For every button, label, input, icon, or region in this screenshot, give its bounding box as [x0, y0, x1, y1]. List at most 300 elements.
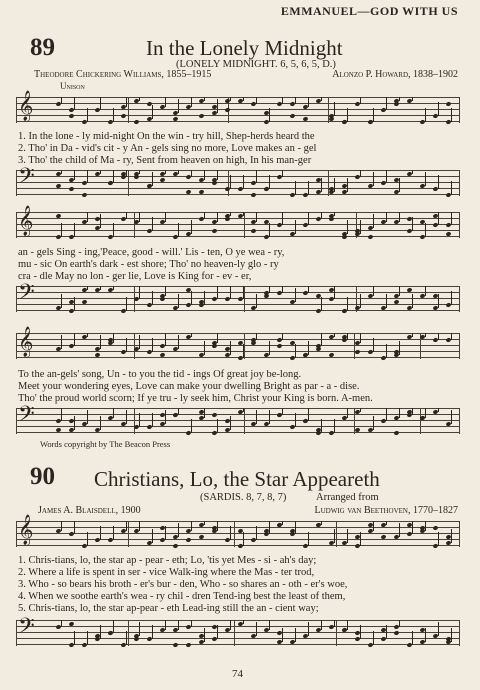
- note-stem: [139, 170, 140, 174]
- note-stem: [269, 410, 270, 424]
- note-stem: [217, 333, 218, 343]
- note-stem: [74, 416, 75, 430]
- note-stem: [399, 523, 400, 537]
- lyric-line: Tho' the proud world scorn; If ye tru - ly seek him, Christ your King is born. A-men.: [18, 393, 373, 404]
- note-stem: [399, 408, 400, 418]
- notehead: [185, 642, 191, 647]
- hymn-title: In the Lonely Midnight: [146, 36, 343, 60]
- treble-staff: [16, 91, 460, 123]
- note-stem: [113, 286, 114, 290]
- note-stem: [269, 175, 270, 189]
- note-stem: [425, 172, 426, 186]
- note-stem: [87, 410, 88, 424]
- notehead: [55, 183, 61, 188]
- note-stem: [373, 521, 374, 531]
- notehead: [250, 228, 256, 233]
- note-stem: [373, 338, 374, 352]
- note-stem: [191, 220, 192, 234]
- arranged-note: Arranged from: [316, 492, 379, 503]
- note-stem: [269, 108, 270, 122]
- treble-clef-icon: 𝄞: [18, 91, 34, 120]
- note-stem: [126, 631, 127, 645]
- note-stem: [412, 97, 413, 101]
- note-stem: [347, 297, 348, 311]
- notehead: [68, 186, 74, 191]
- note-stem: [308, 408, 309, 421]
- note-stem: [438, 622, 439, 636]
- note-stem: [295, 220, 296, 234]
- note-stem: [334, 102, 335, 116]
- note-stem: [282, 408, 283, 415]
- notehead: [55, 427, 61, 432]
- note-stem: [87, 532, 88, 546]
- note-stem: [451, 628, 452, 642]
- note-stem: [126, 521, 127, 531]
- note-stem: [438, 212, 439, 225]
- treble-clef-icon: 𝄞: [18, 327, 34, 356]
- note-stem: [230, 620, 231, 630]
- note-group: [50, 620, 452, 646]
- lyric-line: 4. When we soothe earth's wea - ry chil - dren Tend-ing best the least of them,: [18, 591, 346, 602]
- note-stem: [412, 170, 413, 174]
- note-stem: [360, 408, 361, 412]
- note-stem: [139, 335, 140, 349]
- note-stem: [113, 620, 114, 633]
- note-stem: [386, 521, 387, 525]
- note-stem: [100, 286, 101, 290]
- note-stem: [334, 529, 335, 543]
- note-stem: [282, 333, 283, 340]
- note-stem: [74, 297, 75, 311]
- notehead: [341, 627, 347, 632]
- notehead: [302, 116, 308, 121]
- note-stem: [74, 170, 75, 180]
- note-stem: [334, 333, 335, 337]
- note-stem: [347, 620, 348, 630]
- note-stem: [295, 521, 296, 534]
- note-stem: [87, 286, 88, 290]
- note-stem: [204, 291, 205, 305]
- notehead: [367, 119, 373, 124]
- notehead: [393, 430, 399, 435]
- copyright-note: Words copyright by The Beacon Press: [40, 439, 171, 449]
- note-stem: [100, 335, 101, 349]
- notehead: [250, 340, 256, 345]
- note-stem: [321, 333, 322, 346]
- bass-clef-icon: 𝄢: [18, 402, 35, 431]
- note-stem: [178, 620, 179, 630]
- notehead: [367, 234, 373, 239]
- lyric-line: cra - dle May no lon - ger lie, Love is King for - ev - er,: [18, 271, 252, 282]
- bass-clef-icon: 𝄢: [18, 614, 35, 643]
- note-stem: [451, 333, 452, 340]
- bass-clef-icon: 𝄢: [18, 164, 35, 193]
- note-stem: [61, 170, 62, 174]
- note-stem: [269, 521, 270, 534]
- note-stem: [360, 97, 361, 104]
- lyric-line: Meet your wondering eyes, Love can make your dwelling Bright as par - a - dise.: [18, 381, 360, 392]
- note-group: [50, 212, 452, 238]
- lyric-line: 3. Tho' the child of Ma - ry, Sent from heaven on high, In his man-ger: [18, 155, 312, 166]
- note-stem: [321, 212, 322, 219]
- note-stem: [438, 102, 439, 116]
- note-stem: [152, 105, 153, 119]
- note-stem: [191, 521, 192, 531]
- note-stem: [74, 521, 75, 534]
- note-stem: [295, 181, 296, 195]
- notehead: [172, 642, 178, 647]
- notehead: [146, 183, 152, 188]
- note-stem: [243, 212, 244, 216]
- note-stem: [334, 212, 335, 216]
- note-stem: [152, 625, 153, 639]
- note-stem: [113, 108, 114, 122]
- notehead: [315, 522, 321, 527]
- notehead: [133, 636, 139, 641]
- note-stem: [347, 220, 348, 234]
- note-stem: [438, 408, 439, 412]
- note-stem: [152, 338, 153, 352]
- note-stem: [217, 170, 218, 180]
- note-stem: [191, 97, 192, 107]
- note-stem: [425, 333, 426, 337]
- note-stem: [191, 170, 192, 177]
- note-stem: [347, 408, 348, 418]
- note-stem: [230, 416, 231, 430]
- notehead: [211, 343, 217, 348]
- note-stem: [425, 223, 426, 237]
- note-stem: [282, 286, 283, 293]
- notehead: [198, 189, 204, 194]
- note-stem: [191, 333, 192, 337]
- note-stem: [165, 620, 166, 630]
- note-stem: [100, 625, 101, 639]
- note-stem: [165, 170, 166, 174]
- note-stem: [360, 532, 361, 546]
- note-stem: [451, 212, 452, 225]
- note-stem: [256, 97, 257, 104]
- note-stem: [243, 344, 244, 358]
- note-stem: [178, 170, 179, 174]
- note-stem: [139, 212, 140, 222]
- notehead: [276, 412, 282, 417]
- note-stem: [243, 620, 244, 624]
- note-stem: [204, 97, 205, 101]
- note-stem: [451, 181, 452, 195]
- lyric-line: 1. Chris-tians, lo, the star ap - pear - eth; Lo, 'tis yet Mes - si - ah's day;: [18, 555, 317, 566]
- note-stem: [282, 97, 283, 104]
- note-stem: [256, 170, 257, 183]
- note-stem: [126, 410, 127, 424]
- lyric-line: 2. Tho' in Da - vid's cit - y An - gels sing no more, Love makes an - gel: [18, 143, 317, 154]
- notehead: [406, 287, 412, 292]
- note-stem: [139, 622, 140, 636]
- note-stem: [165, 333, 166, 346]
- note-stem: [399, 286, 400, 296]
- note-stem: [308, 212, 309, 225]
- treble-staff: [16, 327, 460, 359]
- notehead: [354, 349, 360, 354]
- note-stem: [87, 333, 88, 337]
- note-stem: [399, 97, 400, 101]
- note-stem: [334, 178, 335, 192]
- notehead: [224, 216, 230, 221]
- note-stem: [191, 419, 192, 433]
- note-stem: [178, 294, 179, 308]
- note-stem: [386, 408, 387, 421]
- note-stem: [61, 335, 62, 349]
- note-stem: [100, 97, 101, 110]
- note-stem: [100, 170, 101, 174]
- note-stem: [87, 108, 88, 122]
- note-stem: [113, 170, 114, 183]
- note-group: [50, 521, 452, 547]
- notehead: [263, 293, 269, 298]
- notehead: [302, 418, 308, 423]
- note-stem: [217, 521, 218, 531]
- notehead: [68, 621, 74, 626]
- note-stem: [360, 294, 361, 308]
- running-header: EMMANUEL—GOD WITH US: [280, 4, 458, 18]
- treble-staff: [16, 206, 460, 238]
- notehead: [133, 174, 139, 179]
- note-stem: [178, 408, 179, 415]
- lyric-line: 1. In the lone - ly mid-night On the win - try hill, Shep-herds heard the: [18, 131, 315, 142]
- note-stem: [61, 294, 62, 308]
- note-stem: [386, 294, 387, 308]
- note-stem: [386, 212, 387, 222]
- notehead: [81, 299, 87, 304]
- note-stem: [61, 223, 62, 237]
- notehead: [263, 186, 269, 191]
- notehead: [445, 101, 451, 106]
- notehead: [354, 427, 360, 432]
- note-stem: [269, 341, 270, 355]
- note-stem: [126, 297, 127, 311]
- notehead: [185, 537, 191, 542]
- note-stem: [204, 341, 205, 355]
- note-stem: [230, 526, 231, 540]
- note-stem: [204, 521, 205, 525]
- note-stem: [152, 291, 153, 305]
- note-stem: [373, 631, 374, 645]
- bass-staff: [16, 614, 460, 646]
- note-stem: [113, 526, 114, 540]
- note-stem: [113, 333, 114, 343]
- notehead: [107, 630, 113, 635]
- note-stem: [308, 532, 309, 546]
- notehead: [393, 101, 399, 106]
- note-stem: [386, 97, 387, 110]
- note-stem: [217, 419, 218, 433]
- note-stem: [243, 286, 244, 299]
- note-stem: [425, 286, 426, 296]
- note-stem: [243, 532, 244, 546]
- note-stem: [191, 620, 192, 627]
- note-group: [50, 408, 452, 434]
- notehead: [276, 343, 282, 348]
- note-stem: [152, 172, 153, 186]
- note-stem: [282, 170, 283, 177]
- note-stem: [87, 631, 88, 645]
- note-stem: [61, 620, 62, 627]
- note-stem: [126, 338, 127, 352]
- notehead: [419, 415, 425, 420]
- composer-credit: Alonzo P. Howard, 1838–1902: [332, 69, 458, 80]
- notehead: [172, 543, 178, 548]
- note-stem: [451, 291, 452, 305]
- notehead: [211, 180, 217, 185]
- note-stem: [386, 625, 387, 639]
- note-stem: [61, 97, 62, 104]
- notehead: [341, 234, 347, 239]
- note-stem: [230, 175, 231, 189]
- note-stem: [165, 286, 166, 296]
- notehead: [250, 192, 256, 197]
- note-stem: [243, 175, 244, 189]
- note-stem: [204, 170, 205, 180]
- notehead: [289, 113, 295, 118]
- note-stem: [100, 416, 101, 430]
- note-stem: [217, 212, 218, 222]
- note-stem: [61, 521, 62, 531]
- note-stem: [87, 212, 88, 222]
- notehead: [211, 228, 217, 233]
- note-stem: [399, 341, 400, 355]
- notehead: [120, 113, 126, 118]
- notehead: [94, 352, 100, 357]
- note-stem: [334, 419, 335, 433]
- note-stem: [152, 529, 153, 543]
- note-stem: [308, 286, 309, 293]
- note-stem: [139, 97, 140, 101]
- note-stem: [451, 410, 452, 424]
- bass-staff: [16, 280, 460, 312]
- notehead: [185, 189, 191, 194]
- note-stem: [243, 97, 244, 101]
- note-stem: [178, 99, 179, 113]
- note-stem: [295, 344, 296, 358]
- note-stem: [256, 294, 257, 308]
- notehead: [393, 299, 399, 304]
- note-stem: [139, 286, 140, 299]
- treble-clef-icon: 𝄞: [18, 206, 34, 235]
- note-stem: [373, 416, 374, 430]
- hymn-title: Christians, Lo, the Star Appeareth: [94, 467, 380, 491]
- note-stem: [373, 172, 374, 186]
- note-stem: [256, 410, 257, 424]
- note-stem: [178, 335, 179, 349]
- note-stem: [256, 333, 257, 340]
- notehead: [68, 113, 74, 118]
- notehead: [107, 180, 113, 185]
- note-stem: [321, 297, 322, 311]
- notehead: [341, 119, 347, 124]
- lyric-line: mu - sic On earth's dark - est shore; Tho' no heaven-ly glo - ry: [18, 259, 279, 270]
- note-stem: [178, 523, 179, 537]
- note-stem: [347, 108, 348, 122]
- note-stem: [191, 291, 192, 305]
- notehead: [159, 177, 165, 182]
- note-stem: [425, 521, 426, 531]
- note-stem: [74, 97, 75, 110]
- note-stem: [139, 413, 140, 427]
- note-group: [50, 333, 452, 359]
- notehead: [302, 352, 308, 357]
- treble-staff: [16, 515, 460, 547]
- note-stem: [230, 286, 231, 299]
- lyric-line: To the an-gels' song, Un - to you the tid - ings Of great joy be-long.: [18, 369, 302, 380]
- note-stem: [295, 97, 296, 104]
- notehead: [393, 630, 399, 635]
- bass-staff: [16, 164, 460, 196]
- note-group: [50, 170, 452, 196]
- note-stem: [360, 170, 361, 177]
- notehead: [341, 308, 347, 313]
- note-stem: [126, 97, 127, 107]
- note-stem: [256, 622, 257, 636]
- notehead: [159, 296, 165, 301]
- notehead: [198, 113, 204, 118]
- note-stem: [308, 181, 309, 195]
- notehead: [211, 412, 217, 417]
- note-stem: [230, 212, 231, 216]
- note-stem: [295, 288, 296, 302]
- hymn-number: 90: [30, 463, 55, 490]
- note-stem: [256, 212, 257, 222]
- notehead: [81, 192, 87, 197]
- notehead: [432, 525, 438, 530]
- lyric-line: 2. Where a life is spent in ser - vice Walk-ing where the Mas - ter trod,: [18, 567, 315, 578]
- note-stem: [61, 408, 62, 421]
- note-stem: [412, 631, 413, 645]
- note-stem: [165, 97, 166, 107]
- composer-credit: Ludwig van Beethoven, 1770–1827: [314, 505, 458, 516]
- note-stem: [269, 620, 270, 630]
- note-stem: [282, 628, 283, 642]
- tune-name: (SARDIS. 8, 7, 8, 7): [200, 492, 287, 503]
- note-stem: [74, 223, 75, 237]
- note-stem: [321, 620, 322, 630]
- author-credit: Theodore Chickering Williams, 1855–1915: [34, 69, 212, 80]
- unison-marking: Unison: [60, 81, 85, 91]
- lyric-line: an - gels Sing - ing,'Peace, good - will.' Lis - ten, O ye wea - ry,: [18, 247, 285, 258]
- notehead: [133, 119, 139, 124]
- author-credit: James A. Blaisdell, 1900: [38, 505, 141, 516]
- note-stem: [438, 532, 439, 546]
- note-stem: [425, 408, 426, 418]
- note-stem: [360, 333, 361, 343]
- note-stem: [412, 294, 413, 308]
- bass-staff: [16, 402, 460, 434]
- note-stem: [113, 408, 114, 418]
- notehead: [159, 352, 165, 357]
- note-stem: [438, 333, 439, 340]
- note-stem: [165, 212, 166, 222]
- note-stem: [360, 220, 361, 234]
- note-stem: [321, 419, 322, 433]
- note-stem: [204, 408, 205, 418]
- notehead: [445, 231, 451, 236]
- note-stem: [373, 108, 374, 122]
- note-stem: [412, 333, 413, 337]
- notehead: [276, 522, 282, 527]
- notehead: [198, 534, 204, 539]
- note-stem: [308, 341, 309, 355]
- note-stem: [399, 212, 400, 222]
- lyric-line: 5. Chris-tians, lo, the star ap-pear - eth Lead-ing still the an - cient way;: [18, 603, 319, 614]
- lyric-line: 3. Who - so bears his broth - er's bur - den, Who - so shares an - oth - er's woe,: [18, 579, 348, 590]
